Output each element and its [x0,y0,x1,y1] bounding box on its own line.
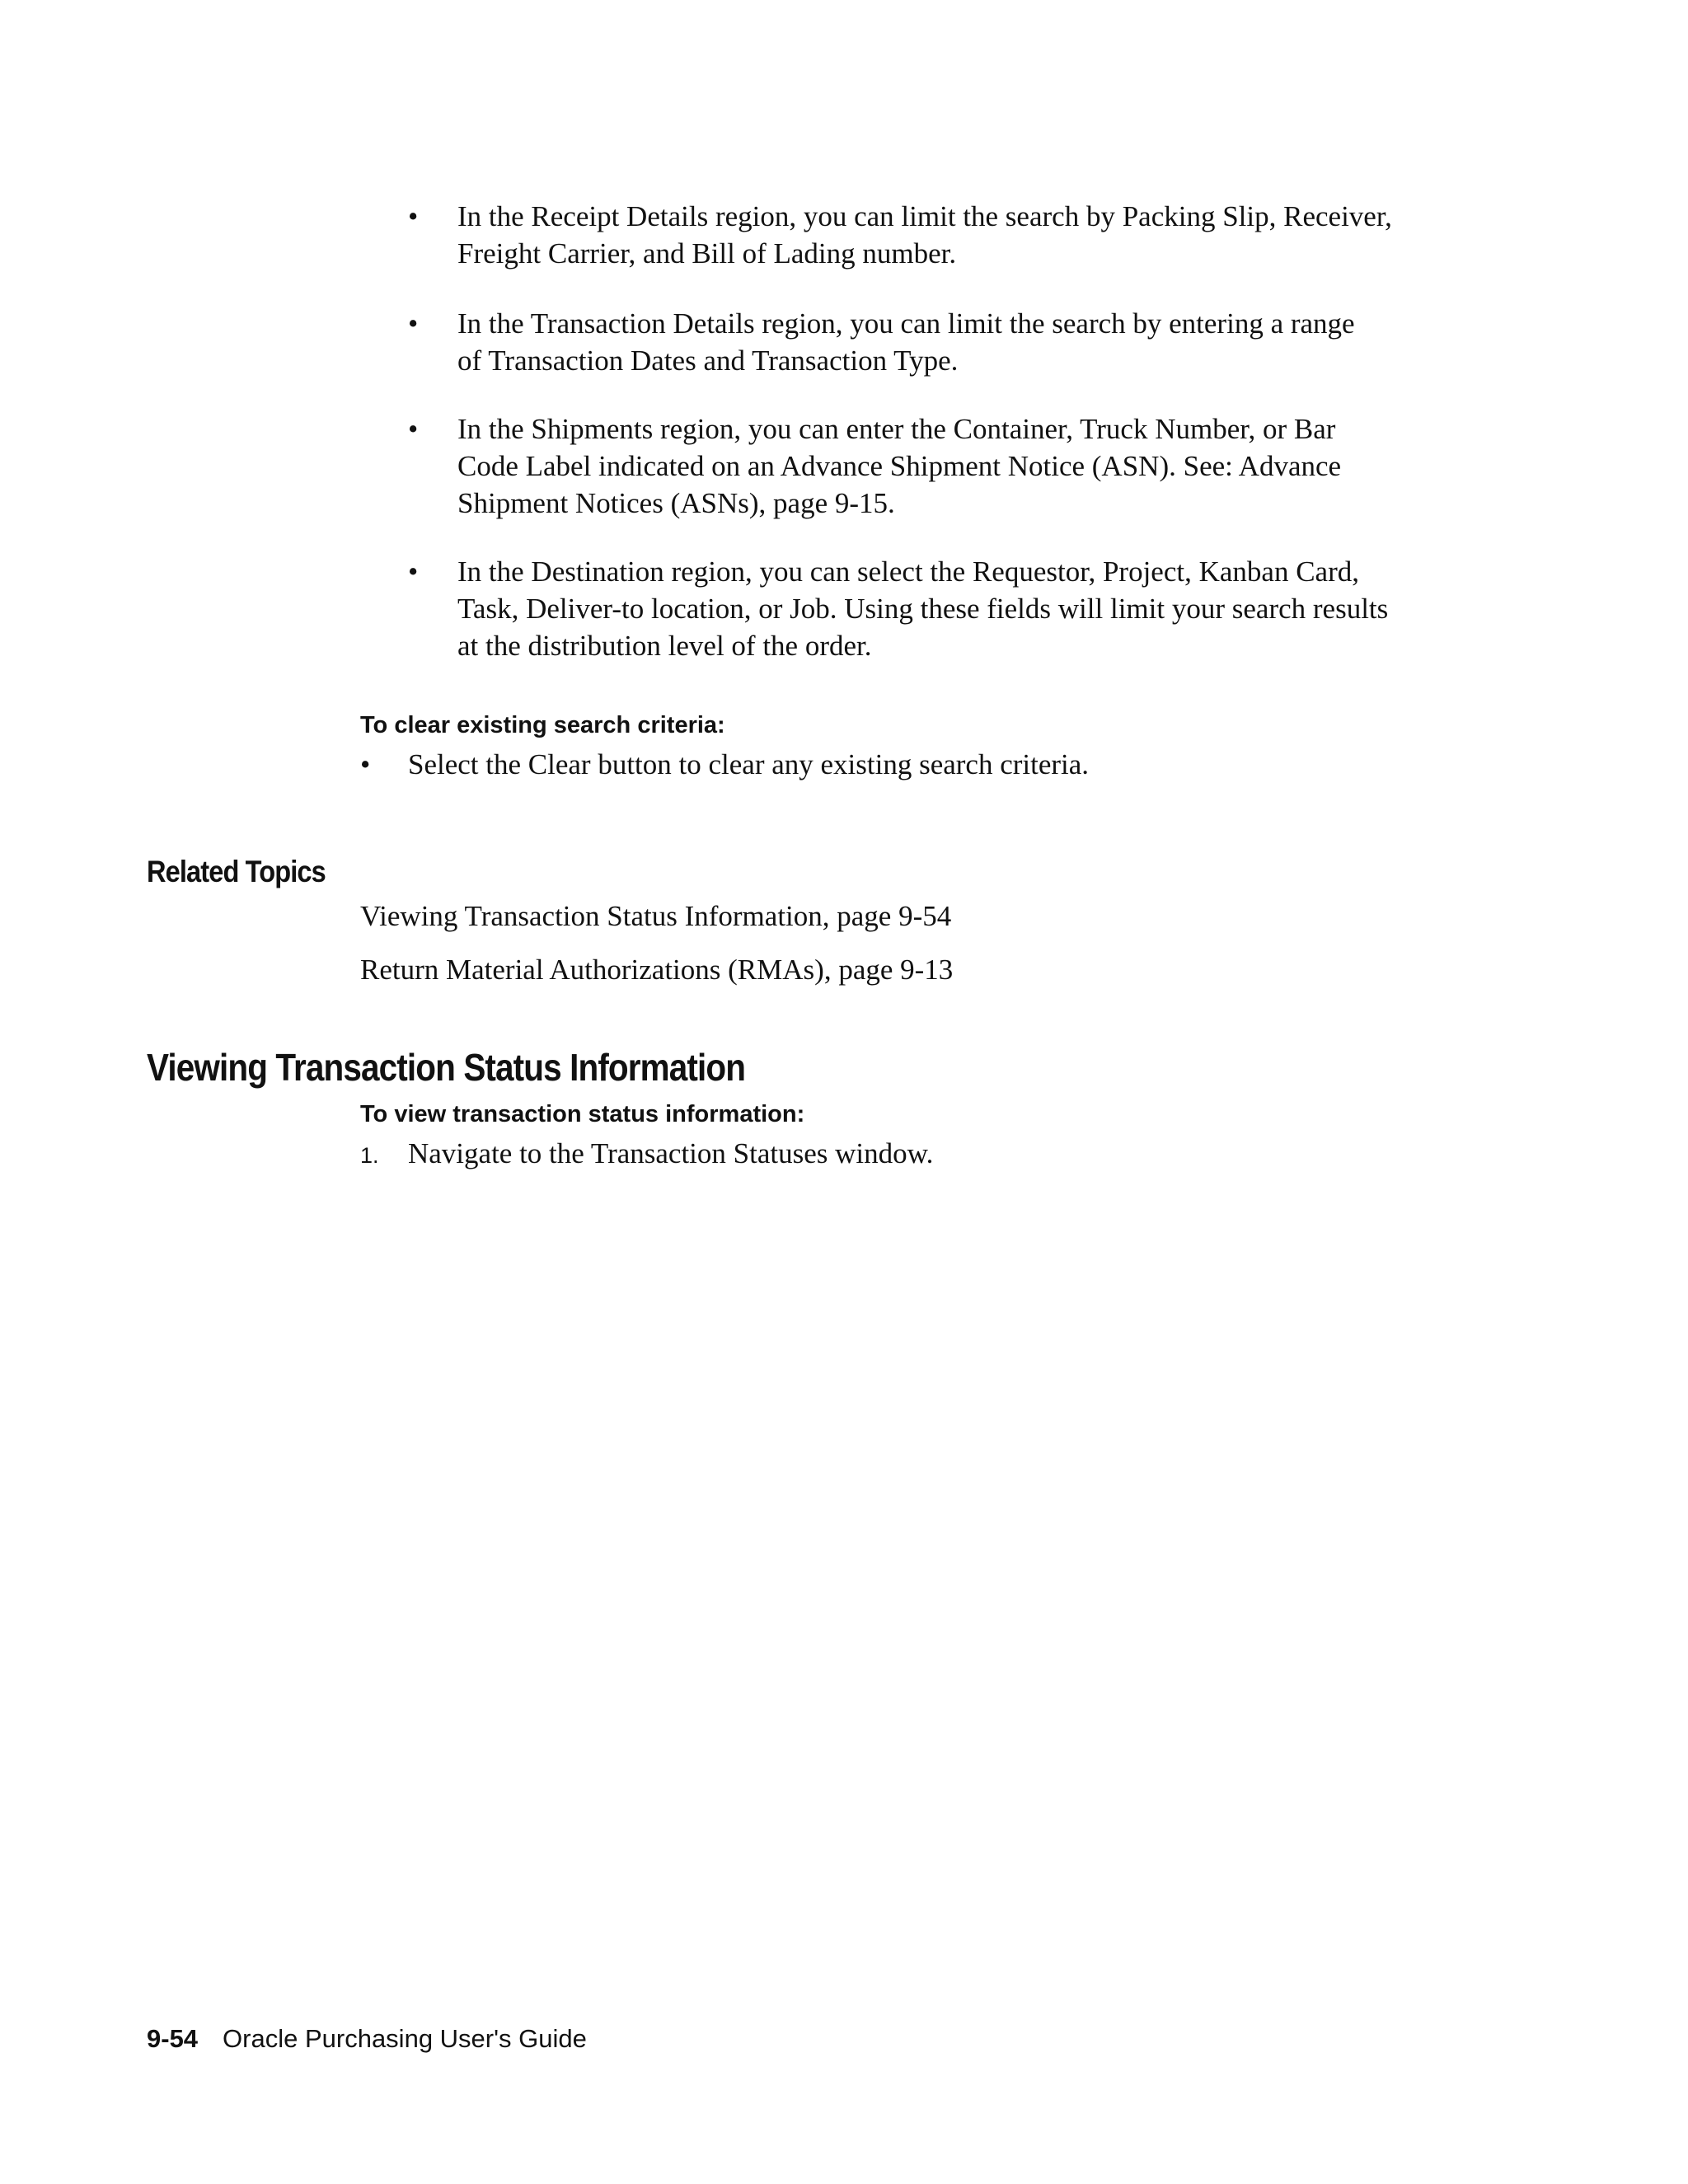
page-footer [147,2023,587,2055]
bullet-item-transaction-details [408,305,1438,379]
related-topic-link[interactable]: Viewing Transaction Status Information, page 9-54 [360,900,952,932]
bullet-dot: • [408,413,419,445]
bullet-item-receipt-details [408,198,1438,272]
procedure-heading: To view transaction status information: [360,1101,805,1127]
step-number: 1. [360,1143,379,1168]
bullet-line: In the Receipt Details region, you can limit the search by Packing Slip, Receiver, [457,200,1392,232]
related-topics-heading: Related Topics [147,855,326,888]
clear-criteria-heading: To clear existing search criteria: [360,712,725,738]
bullet-line: of Transaction Dates and Transaction Type. [457,344,959,377]
bullet-line: at the distribution level of the order. [457,630,872,662]
bullet-item-shipments [408,410,1438,522]
bullet-dot: • [408,200,419,232]
bullet-item-destination [408,553,1438,664]
bullet-dot: • [408,307,419,340]
bullet-line: In the Destination region, you can select the Requestor, Project, Kanban Card, [457,555,1359,588]
clear-criteria-text: Select the Clear button to clear any existing search criteria. [408,748,1090,780]
footer-book-title: Oracle Purchasing User's Guide [223,2024,587,2053]
step-text: Navigate to the Transaction Statuses window. [408,1137,934,1169]
bullet-line: In the Transaction Details region, you can limit the search by entering a range [457,307,1355,340]
bullet-line: Freight Carrier, and Bill of Lading number. [457,237,957,269]
footer-page-number: 9-54 [147,2024,199,2053]
procedure-step [360,1135,1432,1174]
bullet-line: Task, Deliver-to location, or Job. Using these fields will limit your search results [457,593,1389,625]
section-title: Viewing Transaction Status Information [147,1046,746,1089]
related-topic-link[interactable]: Return Material Authorizations (RMAs), page 9-13 [360,954,954,986]
bullet-line: In the Shipments region, you can enter the Container, Truck Number, or Bar [457,413,1336,445]
bullet-dot: • [360,748,371,780]
bullet-line: Shipment Notices (ASNs), page 9-15. [457,487,895,519]
bullet-dot: • [408,555,419,588]
clear-criteria-step [360,746,1432,783]
bullet-line: Code Label indicated on an Advance Shipment Notice (ASN). See: Advance [457,450,1342,482]
